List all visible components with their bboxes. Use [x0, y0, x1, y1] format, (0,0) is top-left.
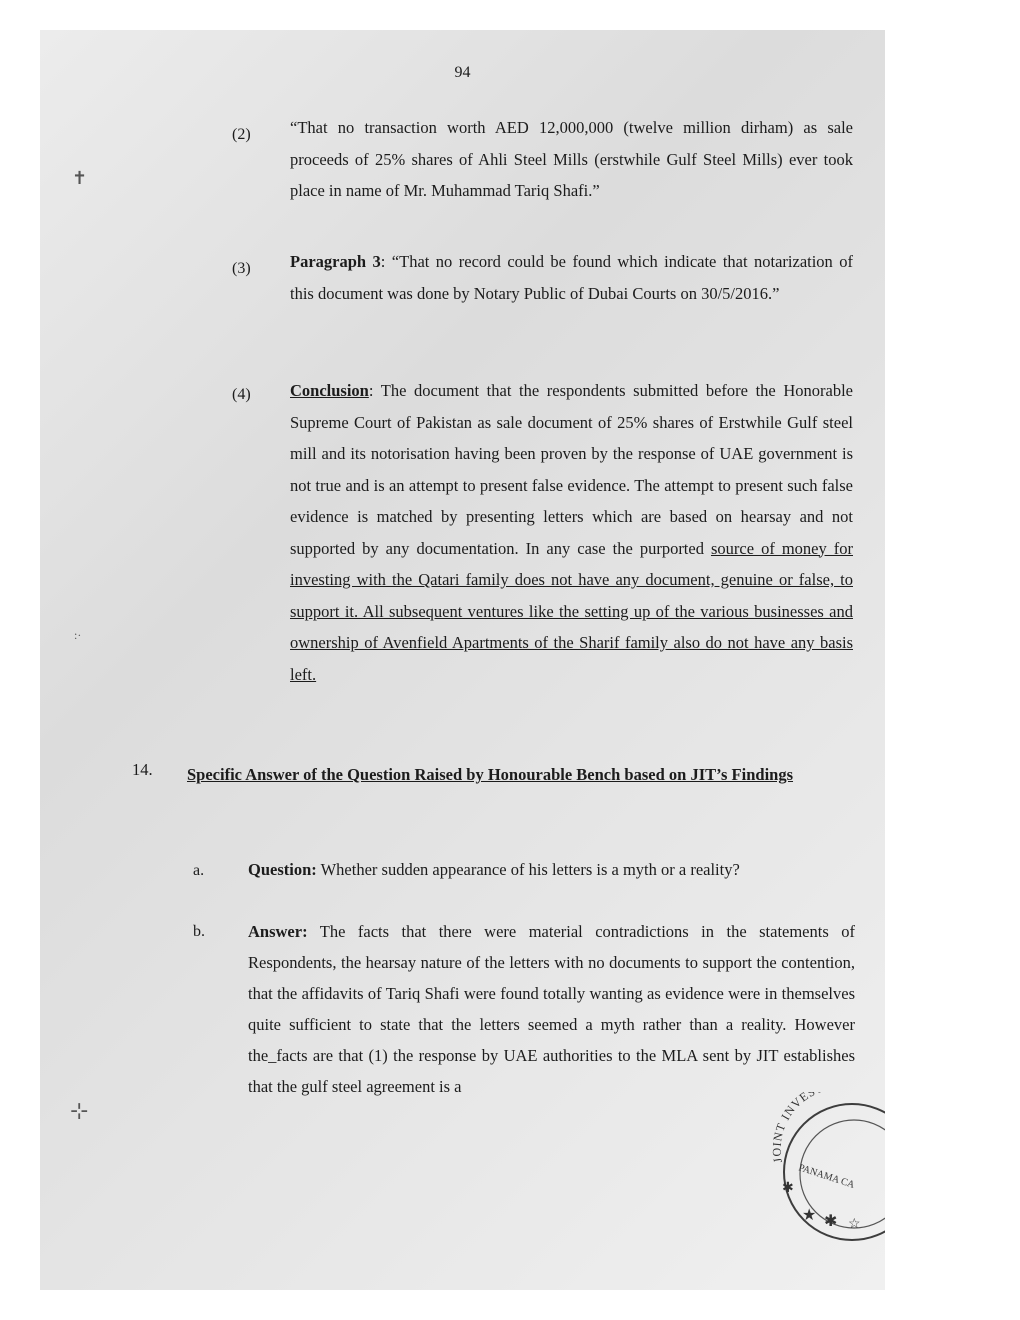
item-label-2: (2): [232, 126, 251, 143]
seal-top-text: JOINT INVE: [769, 1092, 812, 1164]
question-lead: Question:: [248, 860, 317, 879]
paragraph-3-lead: Paragraph 3: [290, 252, 381, 271]
seal-star-icon: ✱: [824, 1213, 838, 1230]
svg-text:JOINT INVESTIGA: [770, 1092, 849, 1164]
seal-inner-text: PANAMA CA: [797, 1162, 856, 1191]
item-paragraph-3: [290, 246, 853, 309]
answer-label: b.: [193, 923, 205, 940]
conclusion-underlined-text: source of money for investing with the Qatari family does not have any document, genuine or false, to support it. All subsequent ventures like the setting up of the various businesses and ownership of Avenfield Apartments of the Sharif family also do not have any basis left.: [290, 538, 853, 684]
margin-mark-icon: ⊹: [70, 1098, 89, 1123]
seal-star-icon: ✱: [782, 1181, 794, 1196]
item-paragraph-2: “That no transaction worth AED 12,000,000 (twelve million dirham) as sale proceeds of 25% shares of Ahli Steel Mills (erstwhile Gulf Steel Mills) ever took place in name of Mr. Muhammad Tariq Shafi.”: [290, 118, 853, 200]
page-number: 94: [454, 64, 471, 81]
answer-body: The facts that there were material contradictions in the statements of Respondents, the hearsay nature of the letters with no documents to support the contention, that the affidavits of Tariq Shafi were found totally wanting as evidence were in themselves quite sufficient to state that the letters seemed a myth rather than a reality. However the_facts are that (1) the response by UAE authorities to the MLA sent by JIT establishes that the gulf steel agreement is a: [248, 922, 855, 1096]
answer-text: [248, 916, 855, 1102]
official-seal: [762, 1092, 885, 1247]
scanned-page: [40, 30, 885, 1290]
item-label-3: (3): [232, 260, 251, 277]
item-paragraph-4: [290, 375, 853, 690]
conclusion-text: : The document that the respondents submitted before the Honorable Supreme Court of Pakistan as sale document of 25% shares of Erstwhile Gulf steel mill and its notorisation having been proven by the response of UAE government is not true and is an attempt to present false evidence. The attempt to present such false evidence is matched by presenting letters which are based on hearsay and not supported by any documentation. In any case the purported: [290, 381, 853, 558]
margin-mark-icon: ✝: [72, 168, 88, 188]
item-label-4: (4): [232, 386, 251, 403]
conclusion-lead: Conclusion: [290, 381, 369, 400]
question-label: a.: [193, 862, 205, 879]
paragraph-3-text: : “That no record could be found which indicate that notarization of this document was done by Notary Public of Dubai Courts on 30/5/2016.”: [290, 252, 853, 303]
seal-star-icon: ☆: [848, 1217, 861, 1232]
section-number: 14.: [132, 760, 153, 779]
margin-mark-icon: :·: [74, 628, 82, 642]
section-heading: Specific Answer of the Question Raised by Honourable Bench based on JIT’s Findings: [187, 765, 794, 784]
question-body: Whether sudden appearance of his letters is a myth or a reality?: [316, 860, 740, 879]
seal-star-icon: ★: [802, 1207, 817, 1224]
question-text: [248, 854, 855, 885]
answer-lead: Answer:: [248, 922, 308, 941]
